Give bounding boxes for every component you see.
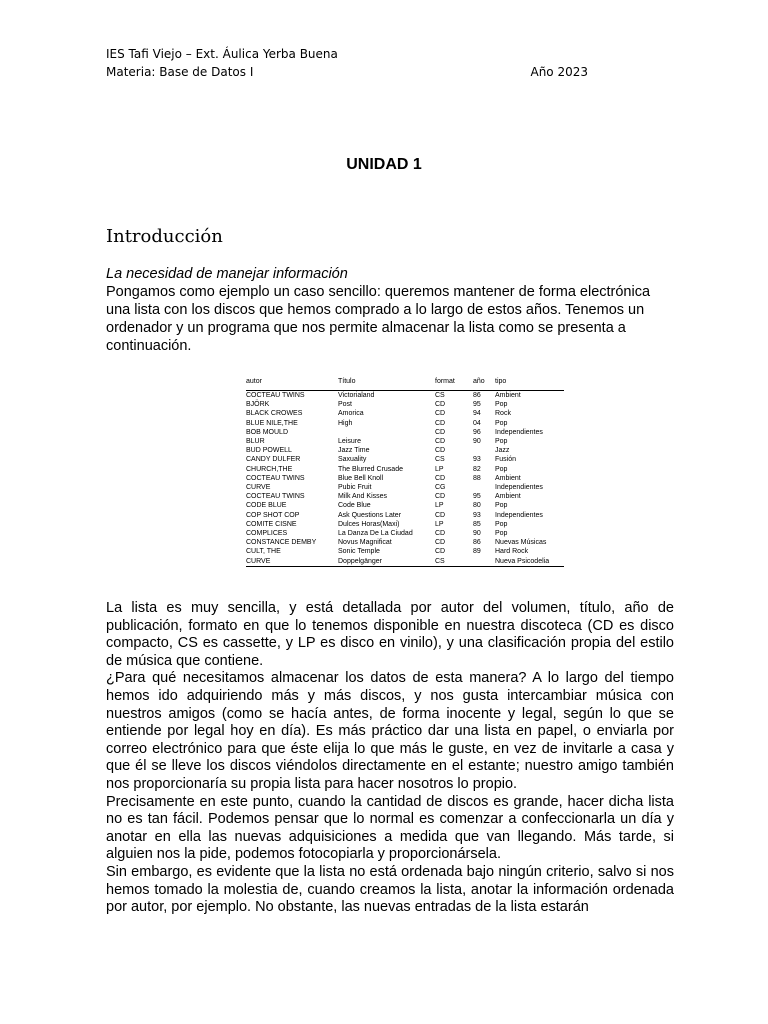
cell-format: CD: [435, 548, 446, 556]
cell-tipo: Hard Rock: [495, 548, 529, 556]
cell-titulo: Doppelgänger: [338, 557, 435, 567]
cell-anio: 88: [473, 474, 481, 482]
cell-autor: CODE BLUE: [246, 502, 287, 510]
cell-format: CD: [435, 493, 446, 501]
table-row: [246, 520, 564, 529]
cell-autor: CURVE: [246, 484, 271, 492]
cell-anio: 94: [473, 410, 481, 418]
table-row: [246, 483, 564, 492]
cell-titulo: Jazz Time: [338, 447, 370, 455]
cell-titulo: The Blurred Crusade: [338, 465, 403, 473]
cell-format: CD: [435, 438, 446, 446]
table-row: [246, 437, 564, 446]
cell-titulo: Code Blue: [338, 502, 371, 510]
cell-tipo: Pop: [495, 438, 508, 446]
records-table-container: [246, 376, 564, 567]
header-subject: Materia: Base de Datos I: [106, 65, 254, 79]
table-row: [246, 547, 564, 556]
table-row: [246, 501, 564, 510]
header-institution: IES Tafi Viejo – Ext. Áulica Yerba Buena: [106, 47, 338, 61]
col-header-autor: autor: [246, 376, 338, 391]
table-row: [246, 446, 564, 455]
body-text: [106, 600, 674, 917]
cell-tipo: Ambient: [495, 493, 521, 501]
cell-format: CD: [435, 447, 446, 455]
cell-anio: 89: [473, 548, 481, 556]
cell-anio: 85: [473, 520, 481, 528]
cell-titulo: Dulces Horas(Maxi): [338, 520, 400, 528]
cell-autor: CURVE: [246, 557, 338, 567]
cell-anio: 95: [473, 493, 481, 501]
cell-format: CS: [435, 456, 445, 464]
body-paragraph: Precisamente en este punto, cuando la cantidad de discos es grande, hacer dicha lista no es tan fácil. Podemos pensar que lo normal es comenzar a confeccionarla un día y anotar en ella las nuevas adquisiciones a medida que van llegando. Más tarde, si alguien nos la pide, podemos fotocopiarla y proporcionársela.: [106, 793, 674, 863]
cell-tipo: Ambient: [495, 392, 521, 399]
table-row: [246, 557, 564, 567]
cell-autor: BUD POWELL: [246, 447, 292, 455]
cell-format: CD: [435, 428, 446, 436]
cell-format: CS: [435, 557, 473, 567]
cell-autor: COCTEAU TWINS: [246, 474, 305, 482]
cell-titulo: Leisure: [338, 438, 361, 446]
cell-tipo: Jazz: [495, 447, 510, 455]
cell-anio: [473, 446, 495, 455]
cell-autor: CANDY DULFER: [246, 456, 301, 464]
body-paragraph: ¿Para qué necesitamos almacenar los datos de esta manera? A lo largo del tiempo hemos ido adquiriendo más y más discos, y nos gusta intercambiar música con nuestros amigos (como se hacía antes, de forma inocente y legal, según lo que se entiende por legal hoy en día). Es más práctico dar una lista en papel, o enviarla por correo electrónico para que éste elija lo que más le guste, en vez de invitarle a casa y que él se lleve los discos viéndolos directamente en el estante; nuestro amigo también nos proporcionaría su propia lista para hacer nosotros lo propio.: [106, 670, 674, 792]
table-row: [246, 391, 564, 401]
records-table: [246, 376, 564, 567]
cell-format: CD: [435, 539, 446, 547]
section-subtitle: La necesidad de manejar información: [106, 266, 348, 282]
cell-autor: COCTEAU TWINS: [246, 493, 305, 501]
cell-tipo: Independientes: [495, 428, 543, 436]
table-row: [246, 409, 564, 418]
cell-tipo: Pop: [495, 401, 508, 409]
cell-anio: [473, 483, 495, 492]
cell-format: CD: [435, 419, 446, 427]
col-header-anio: año: [473, 376, 495, 391]
table-header-row: [246, 376, 564, 391]
table-row: [246, 455, 564, 464]
unit-title: UNIDAD 1: [346, 156, 422, 173]
cell-autor: COMPLICES: [246, 530, 288, 538]
cell-format: LP: [435, 465, 444, 473]
table-row: [246, 511, 564, 520]
cell-tipo: Independientes: [495, 484, 543, 492]
cell-format: CD: [435, 410, 446, 418]
cell-autor: COCTEAU TWINS: [246, 392, 305, 399]
table-row: [246, 529, 564, 538]
cell-titulo: Pubic Fruit: [338, 484, 372, 492]
cell-anio: 86: [473, 539, 481, 547]
cell-anio: 80: [473, 502, 481, 510]
cell-tipo: Pop: [495, 419, 508, 427]
table-body: [246, 391, 564, 567]
header-year: Año 2023: [530, 65, 588, 79]
col-header-format: format: [435, 376, 473, 391]
cell-autor: COMITE CISNE: [246, 520, 297, 528]
col-header-titulo: Título: [338, 376, 435, 391]
cell-anio: [473, 557, 495, 567]
cell-titulo: Novus Magnificat: [338, 539, 392, 547]
cell-autor: BLUE NILE,THE: [246, 419, 298, 427]
cell-titulo: Saxuality: [338, 456, 367, 464]
cell-tipo: Fusión: [495, 456, 517, 464]
cell-anio: 04: [473, 419, 481, 427]
cell-format: LP: [435, 502, 444, 510]
section-title: Introducción: [106, 226, 223, 247]
cell-titulo: La Danza De La Ciudad: [338, 530, 413, 538]
cell-autor: BLUR: [246, 438, 265, 446]
cell-autor: CHURCH,THE: [246, 465, 293, 473]
cell-titulo: Blue Bell Knoll: [338, 474, 384, 482]
table-row: [246, 492, 564, 501]
intro-paragraph: Pongamos como ejemplo un caso sencillo: queremos mantener de forma electrónica una lista con los discos que hemos comprado a lo largo de estos años. Tenemos un ordenador y un programa que nos permite almacenar la lista como se presenta a continuación.: [106, 284, 651, 354]
cell-format: CS: [435, 392, 445, 399]
cell-tipo: Rock: [495, 410, 511, 418]
cell-titulo: Amorica: [338, 410, 364, 418]
cell-anio: 90: [473, 438, 481, 446]
header-row: [106, 63, 606, 81]
cell-tipo: Nuevas Músicas: [495, 539, 547, 547]
cell-autor: BLACK CROWES: [246, 410, 303, 418]
table-row: [246, 465, 564, 474]
table-row: [246, 428, 564, 437]
cell-tipo: Ambient: [495, 474, 521, 482]
cell-titulo: Milk And Kisses: [338, 493, 388, 501]
col-header-tipo: tipo: [495, 376, 564, 391]
table-row: [246, 474, 564, 483]
cell-format: CD: [435, 401, 446, 409]
table-row: [246, 419, 564, 428]
cell-titulo: Victorialand: [338, 392, 375, 399]
cell-anio: 93: [473, 511, 481, 519]
cell-tipo: Independientes: [495, 511, 543, 519]
cell-tipo: Pop: [495, 465, 508, 473]
cell-anio: 96: [473, 428, 481, 436]
page-header: [106, 45, 606, 81]
cell-tipo: Pop: [495, 502, 508, 510]
cell-format: CG: [435, 484, 446, 492]
cell-format: CD: [435, 530, 446, 538]
cell-titulo: [338, 428, 435, 437]
cell-tipo: Pop: [495, 520, 508, 528]
cell-titulo: Post: [338, 401, 353, 409]
cell-autor: COP SHOT COP: [246, 511, 300, 519]
table-row: [246, 538, 564, 547]
cell-format: CD: [435, 511, 446, 519]
body-paragraph: Sin embargo, es evidente que la lista no está ordenada bajo ningún criterio, salvo si nos hemos tomado la molestia de, cuando creamos la lista, anotar la información ordenada por autor, por ejemplo. No obstante, las nuevas entradas de la lista estarán: [106, 863, 674, 916]
cell-anio: 93: [473, 456, 481, 464]
cell-format: LP: [435, 520, 444, 528]
cell-anio: 90: [473, 530, 481, 538]
cell-autor: CULT, THE: [246, 548, 281, 556]
cell-titulo: Sonic Temple: [338, 548, 380, 556]
cell-titulo: Ask Questions Later: [338, 511, 402, 519]
table-row: [246, 400, 564, 409]
cell-anio: 95: [473, 401, 481, 409]
cell-autor: BJÖRK: [246, 401, 270, 409]
cell-autor: BOB MOULD: [246, 428, 289, 436]
cell-titulo: High: [338, 419, 353, 427]
cell-tipo: Pop: [495, 530, 508, 538]
cell-autor: CONSTANCE DEMBY: [246, 539, 317, 547]
cell-anio: 86: [473, 392, 481, 399]
body-paragraph: La lista es muy sencilla, y está detallada por autor del volumen, título, año de publicación, formato en que lo tenemos disponible en nuestra discoteca (CD es disco compacto, CS es cassette, y LP es disco en vinilo), y una clasificación propia del estilo de música que contiene.: [106, 600, 674, 669]
cell-format: CD: [435, 474, 446, 482]
cell-tipo: Nueva Psicodelia: [495, 557, 564, 567]
cell-anio: 82: [473, 465, 481, 473]
